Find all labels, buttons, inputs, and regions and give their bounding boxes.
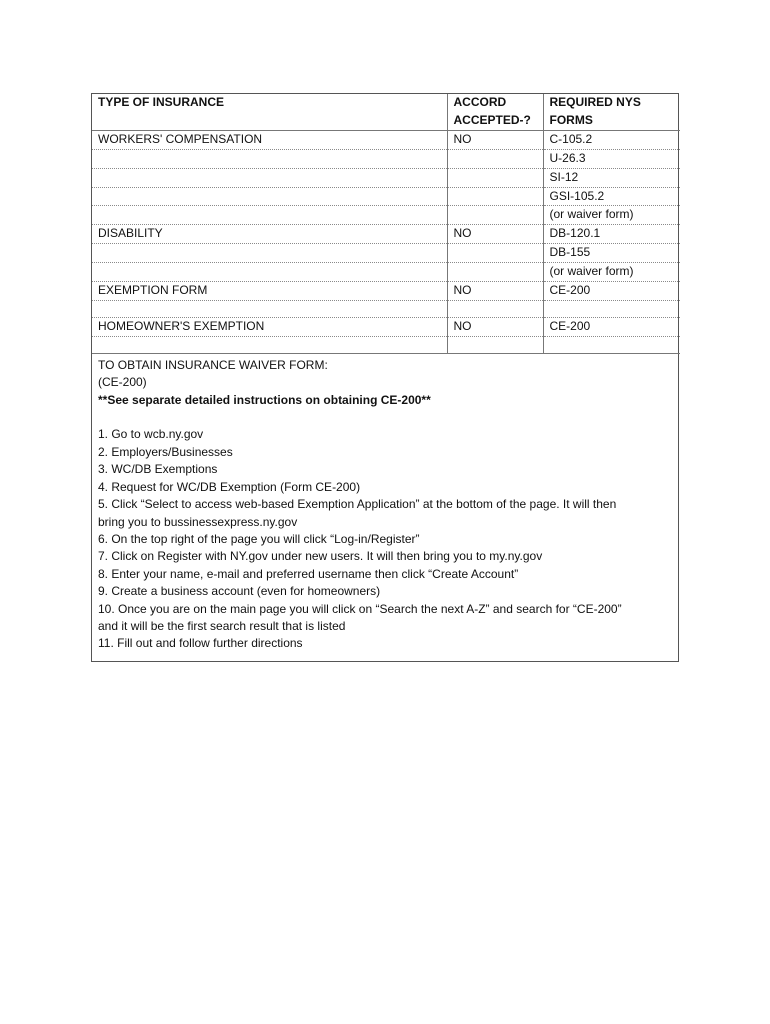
table-row [92,282,680,301]
insurance-type-cell: DISABILITY [92,225,447,244]
header-required-forms: REQUIRED NYS FORMS [543,94,680,130]
table-header-row [92,94,680,130]
instruction-step: 11. Fill out and follow further directions [98,636,303,651]
accord-accepted-cell [447,206,543,225]
required-form-cell: CE-200 [543,317,680,336]
required-form-cell [543,336,680,353]
instruction-step: and it will be the first search result that is listed [98,618,346,633]
accord-accepted-cell [447,149,543,168]
insurance-type-cell: HOMEOWNER'S EXEMPTION [92,317,447,336]
required-form-cell: GSI-105.2 [543,187,680,206]
required-form-cell: C-105.2 [543,130,680,149]
instructions-heading: TO OBTAIN INSURANCE WAIVER FORM: [98,357,328,372]
header-type-of-insurance: TYPE OF INSURANCE [92,94,447,130]
form-reference: (CE-200) [98,375,147,390]
table-row [92,168,680,187]
required-form-cell: U-26.3 [543,149,680,168]
accord-accepted-cell: NO [447,317,543,336]
insurance-type-cell [92,336,447,353]
accord-accepted-cell [447,168,543,187]
required-form-cell: SI-12 [543,168,680,187]
insurance-type-cell [92,300,447,317]
insurance-type-cell [92,168,447,187]
insurance-type-cell [92,206,447,225]
table-row [92,130,680,149]
table-row [92,300,680,317]
accord-accepted-cell: NO [447,282,543,301]
insurance-type-cell [92,149,447,168]
insurance-type-cell: EXEMPTION FORM [92,282,447,301]
insurance-type-cell: WORKERS' COMPENSATION [92,130,447,149]
instruction-step: 2. Employers/Businesses [98,444,233,459]
instruction-step: 8. Enter your name, e-mail and preferred username then click “Create Account” [98,566,519,581]
insurance-type-cell [92,263,447,282]
accord-accepted-cell [447,263,543,282]
required-form-cell: DB-155 [543,244,680,263]
required-form-cell: DB-120.1 [543,225,680,244]
accord-accepted-cell: NO [447,225,543,244]
table-row [92,317,680,336]
instruction-step: 9. Create a business account (even for homeowners) [98,584,381,599]
instruction-step: 7. Click on Register with NY.gov under new users. It will then bring you to my.ny.gov [98,549,543,564]
accord-accepted-cell [447,336,543,353]
accord-accepted-cell [447,244,543,263]
accord-accepted-cell [447,300,543,317]
table-row [92,244,680,263]
table-row [92,206,680,225]
accord-accepted-cell: NO [447,130,543,149]
table-row [92,225,680,244]
table-row [92,149,680,168]
separate-instructions-note: **See separate detailed instructions on obtaining CE-200** [98,392,431,407]
instruction-step: 5. Click “Select to access web-based Exemption Application” at the bottom of the page. It will then [98,497,617,512]
insurance-table [92,94,680,354]
instruction-step: 10. Once you are on the main page you will click on “Search the next A-Z” and search for “CE-200” [98,601,622,616]
spacer [98,409,672,426]
required-form-cell: CE-200 [543,282,680,301]
instruction-step: 1. Go to wcb.ny.gov [98,427,204,442]
insurance-type-cell [92,244,447,263]
waiver-instructions [92,354,678,661]
instruction-step: bring you to bussinessexpress.ny.gov [98,514,298,529]
instruction-step: 3. WC/DB Exemptions [98,462,218,477]
required-form-cell [543,300,680,317]
instruction-step: 6. On the top right of the page you will click “Log-in/Register” [98,531,420,546]
header-accord-accepted: ACCORD ACCEPTED-? [447,94,543,130]
required-form-cell: (or waiver form) [543,206,680,225]
insurance-type-cell [92,187,447,206]
table-row [92,263,680,282]
table-row [92,336,680,353]
accord-accepted-cell [447,187,543,206]
required-form-cell: (or waiver form) [543,263,680,282]
table-row [92,187,680,206]
instruction-step: 4. Request for WC/DB Exemption (Form CE-200) [98,479,361,494]
insurance-requirements-document [91,93,679,662]
